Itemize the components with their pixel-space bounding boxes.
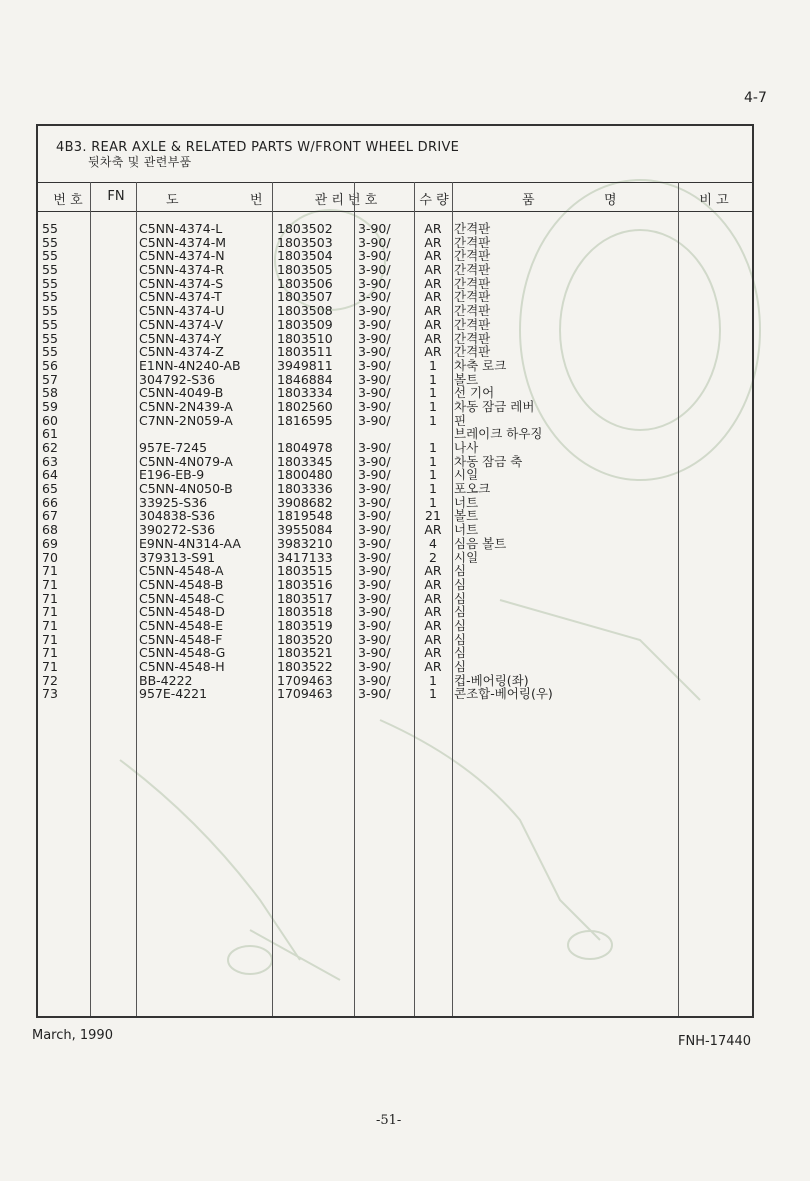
table-row	[38, 236, 752, 250]
cell-part: C5NN-4548-B	[139, 576, 224, 592]
col-drawing-a: 도	[166, 193, 179, 208]
table-row	[38, 249, 752, 263]
col-mgmt: 관 리 번 호	[314, 193, 378, 208]
cell-name: 시일	[454, 467, 479, 483]
table-row	[38, 373, 752, 387]
cell-name: 간격판	[454, 248, 491, 264]
cell-date: 3-90/	[358, 467, 391, 483]
section-title-ko: 뒷차축 및 관련부품	[88, 155, 192, 169]
cell-qty: AR	[424, 659, 442, 674]
cell-date: 3-90/	[358, 303, 391, 319]
cell-mgmt: 1803521	[277, 645, 333, 661]
cell-mgmt: 1803345	[277, 453, 333, 469]
cell-qty: AR	[424, 604, 442, 620]
table-row	[38, 674, 752, 688]
cell-name: 차동 잠금 레버	[454, 398, 535, 414]
table-row	[38, 605, 752, 619]
cell-date: 3-90/	[358, 481, 391, 497]
cell-part: C5NN-4374-N	[139, 248, 225, 264]
cell-part: C5NN-4N050-B	[139, 481, 233, 497]
footer-date: March, 1990	[32, 1028, 113, 1043]
cell-mgmt: 3908682	[277, 494, 333, 510]
table-row	[38, 509, 752, 523]
table-row	[38, 468, 752, 482]
cell-mgmt: 3983210	[277, 535, 333, 551]
table-row	[38, 332, 752, 346]
cell-no: 71	[42, 590, 58, 606]
cell-date: 3-90/	[358, 440, 391, 455]
cell-mgmt: 1803510	[277, 330, 333, 346]
table-row	[38, 496, 752, 510]
cell-name: 간격판	[454, 289, 491, 305]
cell-no: 73	[42, 686, 58, 702]
cell-no: 55	[42, 275, 58, 291]
cell-name: 핀	[454, 412, 467, 428]
cell-no: 63	[42, 453, 58, 469]
cell-no: 65	[42, 481, 58, 497]
cell-mgmt: 1709463	[277, 686, 333, 702]
table-row	[38, 551, 752, 565]
cell-qty: 1	[429, 467, 437, 483]
cell-mgmt: 1803515	[277, 563, 333, 579]
cell-name: 차동 잠금 축	[454, 453, 523, 469]
cell-qty: AR	[424, 590, 442, 606]
cell-mgmt: 1803507	[277, 289, 333, 305]
cell-mgmt: 1803509	[277, 316, 333, 332]
cell-date: 3-90/	[358, 590, 391, 606]
cell-mgmt: 1846884	[277, 371, 333, 387]
cell-name: 시일	[454, 549, 479, 565]
table-row	[38, 345, 752, 359]
cell-qty: 21	[425, 508, 441, 524]
table-row	[38, 359, 752, 373]
cell-mgmt: 3955084	[277, 522, 333, 538]
cell-part: C5NN-4548-D	[139, 604, 225, 620]
cell-mgmt: 1803518	[277, 604, 333, 620]
cell-name: 볼트	[454, 508, 479, 524]
cell-name: 심음 볼트	[454, 535, 507, 551]
cell-qty: AR	[424, 303, 442, 319]
cell-name: 너트	[454, 522, 479, 538]
cell-mgmt: 1709463	[277, 672, 333, 688]
cell-mgmt: 1802560	[277, 398, 333, 414]
cell-date: 3-90/	[358, 316, 391, 332]
cell-date: 3-90/	[358, 563, 391, 579]
cell-qty: 1	[429, 385, 437, 401]
col-no: 번 호	[53, 193, 83, 208]
table-row	[38, 386, 752, 400]
cell-part: BB-4222	[139, 672, 193, 688]
cell-no: 60	[42, 412, 58, 428]
cell-part: C5NN-4548-E	[139, 617, 224, 633]
cell-part: C5NN-4548-F	[139, 631, 223, 647]
cell-name: 간격판	[454, 234, 491, 250]
cell-qty: AR	[424, 289, 442, 305]
table-row	[38, 290, 752, 304]
cell-mgmt: 3949811	[277, 357, 333, 373]
cell-date: 3-90/	[358, 631, 391, 647]
col-qty: 수 량	[419, 193, 449, 208]
cell-name: 간격판	[454, 221, 491, 236]
cell-mgmt: 1803506	[277, 275, 333, 291]
table-row	[38, 455, 752, 469]
cell-part: E9NN-4N314-AA	[139, 535, 241, 551]
cell-qty: AR	[424, 344, 442, 360]
bottom-page-number: -51-	[376, 1113, 402, 1128]
cell-date: 3-90/	[358, 522, 391, 538]
cell-date: 3-90/	[358, 289, 391, 305]
cell-part: C7NN-2N059-A	[139, 412, 233, 428]
cell-mgmt: 1803508	[277, 303, 333, 319]
cell-part: E196-EB-9	[139, 467, 205, 483]
section-title-en: 4B3. REAR AXLE & RELATED PARTS W/FRONT WHEEL DRIVE	[56, 140, 460, 155]
cell-qty: 4	[429, 535, 437, 551]
cell-name: 심	[454, 604, 467, 620]
cell-date: 3-90/	[358, 535, 391, 551]
cell-no: 55	[42, 316, 58, 332]
cell-mgmt: 1803334	[277, 385, 333, 401]
table-row	[38, 578, 752, 592]
cell-qty: 1	[429, 494, 437, 510]
cell-no: 64	[42, 467, 58, 483]
cell-mgmt: 1803516	[277, 576, 333, 592]
cell-no: 72	[42, 672, 58, 688]
col-drawing-b: 번	[250, 193, 263, 208]
cell-no: 59	[42, 398, 58, 414]
cell-date: 3-90/	[358, 549, 391, 565]
cell-part: C5NN-4374-M	[139, 234, 226, 250]
cell-qty: 1	[429, 672, 437, 688]
cell-no: 55	[42, 248, 58, 264]
cell-mgmt: 1803505	[277, 262, 333, 278]
col-name-b: 명	[604, 193, 617, 208]
cell-no: 56	[42, 357, 58, 373]
cell-no: 71	[42, 604, 58, 620]
cell-name: 심	[454, 659, 467, 674]
table-row	[38, 222, 752, 236]
cell-name: 너트	[454, 494, 479, 510]
cell-date: 3-90/	[358, 262, 391, 278]
cell-mgmt: 1803504	[277, 248, 333, 264]
footer-code: FNH-17440	[678, 1034, 752, 1049]
table-row	[38, 660, 752, 674]
cell-name: 간격판	[454, 262, 491, 278]
cell-qty: 1	[429, 440, 437, 455]
cell-date: 3-90/	[358, 412, 391, 428]
cell-date: 3-90/	[358, 686, 391, 702]
table-row	[38, 304, 752, 318]
cell-no: 67	[42, 508, 58, 524]
cell-part: C5NN-4548-H	[139, 659, 225, 674]
cell-part: 304792-S36	[139, 371, 216, 387]
table-row	[38, 441, 752, 455]
cell-qty: 2	[429, 549, 437, 565]
cell-date: 3-90/	[358, 275, 391, 291]
cell-no: 57	[42, 371, 58, 387]
cell-qty: AR	[424, 330, 442, 346]
cell-part: 390272-S36	[139, 522, 216, 538]
cell-part: 33925-S36	[139, 494, 208, 510]
cell-name: 간격판	[454, 330, 491, 346]
cell-no: 71	[42, 659, 58, 674]
cell-part: C5NN-4049-B	[139, 385, 224, 401]
cell-part: 379313-S91	[139, 549, 216, 565]
table-row	[38, 619, 752, 633]
cell-qty: AR	[424, 221, 442, 236]
top-page-number: 4-7	[744, 90, 767, 106]
cell-mgmt: 1803522	[277, 659, 333, 674]
cell-name: 간격판	[454, 316, 491, 332]
cell-date: 3-90/	[358, 672, 391, 688]
cell-date: 3-90/	[358, 248, 391, 264]
cell-name: 간격판	[454, 303, 491, 319]
cell-name: 차축 로크	[454, 357, 507, 373]
cell-mgmt: 1804978	[277, 440, 333, 455]
cell-name: 심	[454, 590, 467, 606]
table-row	[38, 592, 752, 606]
cell-part: C5NN-4374-U	[139, 303, 225, 319]
cell-part: E1NN-4N240-AB	[139, 357, 241, 373]
cell-date: 3-90/	[358, 221, 391, 236]
table-row	[38, 523, 752, 537]
cell-mgmt: 1803511	[277, 344, 333, 360]
cell-date: 3-90/	[358, 453, 391, 469]
table-row	[38, 318, 752, 332]
cell-name: 간격판	[454, 275, 491, 291]
cell-no: 55	[42, 344, 58, 360]
cell-name: 선 기어	[454, 385, 495, 401]
cell-date: 3-90/	[358, 494, 391, 510]
cell-part: C5NN-4374-V	[139, 316, 224, 332]
cell-part: C5NN-4374-Y	[139, 330, 222, 346]
cell-no: 71	[42, 617, 58, 633]
cell-no: 58	[42, 385, 58, 401]
cell-qty: 1	[429, 481, 437, 497]
cell-qty: 1	[429, 357, 437, 373]
cell-date: 3-90/	[358, 357, 391, 373]
cell-qty: AR	[424, 275, 442, 291]
cell-date: 3-90/	[358, 617, 391, 633]
cell-qty: 1	[429, 412, 437, 428]
table-row	[38, 633, 752, 647]
cell-date: 3-90/	[358, 234, 391, 250]
cell-mgmt: 1803502	[277, 221, 333, 236]
cell-no: 66	[42, 494, 58, 510]
table-row	[38, 482, 752, 496]
cell-no: 55	[42, 303, 58, 319]
cell-no: 71	[42, 576, 58, 592]
cell-part: C5NN-4548-A	[139, 563, 224, 579]
col-remark: 비 고	[699, 193, 729, 208]
cell-no: 61	[42, 426, 58, 442]
cell-part: C5NN-4548-G	[139, 645, 226, 661]
cell-qty: AR	[424, 262, 442, 278]
cell-qty: 1	[429, 371, 437, 387]
table-row	[38, 687, 752, 701]
cell-part: 304838-S36	[139, 508, 216, 524]
parts-table-frame	[36, 124, 754, 1018]
parts-list	[38, 222, 752, 701]
cell-date: 3-90/	[358, 398, 391, 414]
cell-name: 심	[454, 645, 467, 661]
table-row	[38, 537, 752, 551]
cell-no: 55	[42, 262, 58, 278]
table-row	[38, 427, 752, 441]
cell-mgmt: 1803520	[277, 631, 333, 647]
cell-mgmt: 1800480	[277, 467, 333, 483]
cell-qty: AR	[424, 576, 442, 592]
cell-name: 브레이크 하우징	[454, 426, 543, 442]
cell-no: 62	[42, 440, 58, 455]
cell-part: C5NN-4374-Z	[139, 344, 224, 360]
cell-qty: 1	[429, 398, 437, 414]
cell-part: C5NN-4374-T	[139, 289, 222, 305]
cell-name: 볼트	[454, 371, 479, 387]
table-row	[38, 263, 752, 277]
cell-part: C5NN-2N439-A	[139, 398, 233, 414]
cell-date: 3-90/	[358, 604, 391, 620]
cell-mgmt: 1803519	[277, 617, 333, 633]
cell-qty: 1	[429, 453, 437, 469]
cell-part: 957E-4221	[139, 686, 208, 702]
cell-name: 간격판	[454, 344, 491, 360]
cell-part: C5NN-4374-R	[139, 262, 224, 278]
cell-qty: AR	[424, 631, 442, 647]
table-row	[38, 414, 752, 428]
cell-part: 957E-7245	[139, 440, 208, 455]
table-row	[38, 400, 752, 414]
column-header-row	[38, 182, 752, 212]
cell-date: 3-90/	[358, 371, 391, 387]
cell-date: 3-90/	[358, 659, 391, 674]
cell-no: 71	[42, 645, 58, 661]
cell-name: 심	[454, 631, 467, 647]
table-row	[38, 277, 752, 291]
cell-no: 55	[42, 221, 58, 236]
cell-qty: AR	[424, 316, 442, 332]
cell-qty: AR	[424, 248, 442, 264]
cell-mgmt: 1803503	[277, 234, 333, 250]
cell-mgmt: 1816595	[277, 412, 333, 428]
cell-mgmt: 1803336	[277, 481, 333, 497]
cell-date: 3-90/	[358, 645, 391, 661]
cell-name: 심	[454, 576, 467, 592]
cell-date: 3-90/	[358, 330, 391, 346]
cell-no: 55	[42, 330, 58, 346]
cell-name: 심	[454, 563, 467, 579]
cell-part: C5NN-4548-C	[139, 590, 224, 606]
cell-name: 콘조합-베어링(우)	[454, 686, 553, 702]
cell-qty: AR	[424, 522, 442, 538]
table-row	[38, 646, 752, 660]
cell-mgmt: 3417133	[277, 549, 333, 565]
cell-date: 3-90/	[358, 508, 391, 524]
cell-no: 70	[42, 549, 58, 565]
cell-part: C5NN-4374-S	[139, 275, 224, 291]
cell-mgmt: 1803517	[277, 590, 333, 606]
cell-part: C5NN-4N079-A	[139, 453, 233, 469]
cell-qty: AR	[424, 563, 442, 579]
cell-mgmt: 1819548	[277, 508, 333, 524]
section-title	[56, 140, 459, 170]
cell-no: 55	[42, 234, 58, 250]
cell-qty: AR	[424, 617, 442, 633]
cell-no: 69	[42, 535, 58, 551]
cell-name: 나사	[454, 440, 479, 455]
cell-qty: AR	[424, 645, 442, 661]
cell-qty: 1	[429, 686, 437, 702]
cell-name: 포오크	[454, 481, 491, 497]
cell-name: 컵-베어링(좌)	[454, 672, 529, 688]
col-fn: FN	[107, 189, 125, 204]
table-row	[38, 564, 752, 578]
cell-part: C5NN-4374-L	[139, 221, 223, 236]
cell-date: 3-90/	[358, 385, 391, 401]
cell-qty: AR	[424, 234, 442, 250]
cell-no: 55	[42, 289, 58, 305]
cell-no: 68	[42, 522, 58, 538]
cell-date: 3-90/	[358, 344, 391, 360]
cell-no: 71	[42, 631, 58, 647]
cell-no: 71	[42, 563, 58, 579]
cell-date: 3-90/	[358, 576, 391, 592]
cell-name: 심	[454, 617, 467, 633]
col-name-a: 품	[522, 193, 535, 208]
